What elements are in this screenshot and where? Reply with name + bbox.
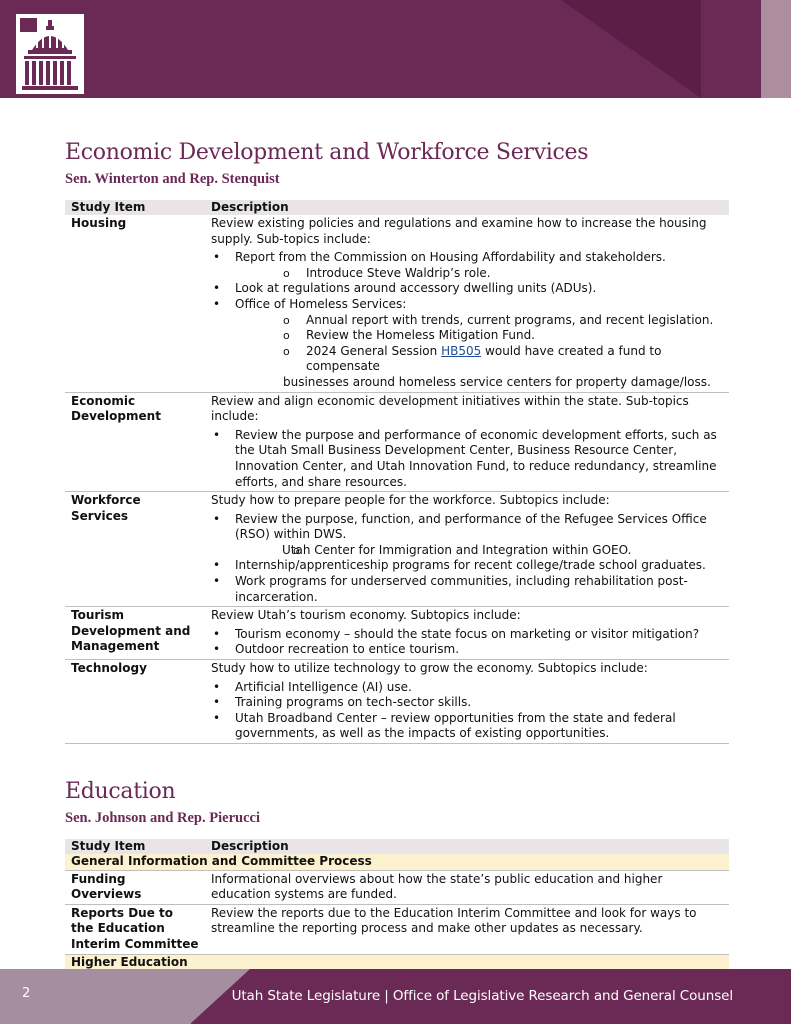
- description-intro: Review and align economic development initiatives within the state. Sub-topics include:: [211, 393, 689, 424]
- bullet-list: [211, 680, 723, 742]
- column-header-description: Description: [205, 200, 729, 215]
- study-table: [65, 200, 729, 744]
- description-intro: Review existing policies and regulations and examine how to increase the housing supply. Sub-topics include:: [211, 216, 707, 246]
- bullet-item: • Review the purpose, function, and performance of the Refugee Services Office (RSO) within DWS. o Utah Center for Immigration and Integration within GOEO.: [211, 512, 723, 559]
- bullet-item: • Review the purpose and performance of economic development efforts, such as the Utah Small Business Development Center, Business Resource Center, Innovation Center, and Utah Innovation Fund, to reduce redundancy, streamline efforts, and share resources.: [211, 428, 723, 490]
- header-stripe: [561, 0, 701, 98]
- bullet-item: • Office of Homeless Services: o Annual report with trends, current programs, and recent legislation. o Review the Homeless Mitigation Fund. o 2024 General Session HB505 would have created a fund to compensate businesses around homeless service centers for property damage/loss.: [211, 297, 723, 391]
- table-row: [65, 607, 729, 660]
- bullet-item: • Work programs for underserved communities, including rehabilitation post-incarceration.: [211, 574, 723, 605]
- table-header-row: [65, 200, 729, 215]
- footer-text: Utah State Legislature | Office of Legislative Research and General Counsel: [231, 988, 733, 1004]
- description-intro: Study how to prepare people for the workforce. Subtopics include:: [211, 493, 610, 508]
- description-intro: Review Utah’s tourism economy. Subtopics include:: [211, 608, 521, 623]
- study-item: Funding Overviews: [65, 870, 205, 904]
- sub-bullet-list: [235, 313, 723, 375]
- sub-bullet-list: [235, 543, 723, 559]
- table-row: [65, 392, 729, 492]
- bullet-list: [211, 512, 723, 606]
- page-header: [0, 0, 791, 98]
- hb505-link[interactable]: HB505: [441, 343, 482, 358]
- study-item: Economic Development: [65, 392, 205, 492]
- column-header-study-item: Study Item: [65, 839, 205, 854]
- section-chairs: Sen. Winterton and Rep. Stenquist: [65, 171, 280, 187]
- bullet-list: [211, 627, 723, 658]
- bullet-item: • Internship/apprenticeship programs for recent college/trade school graduates.: [211, 558, 723, 574]
- column-header-description: Description: [205, 839, 729, 854]
- bullet-item: • Training programs on tech-sector skills.: [211, 695, 723, 711]
- bullet-item: • Report from the Commission on Housing Affordability and stakeholders. o Introduce Steve Waldrip’s role.: [211, 250, 723, 281]
- study-table: [65, 839, 729, 971]
- bullet-list: [211, 250, 723, 390]
- table-row: [65, 660, 729, 744]
- category-label: Higher Education: [65, 954, 729, 971]
- table-row: [65, 870, 729, 904]
- study-item: Workforce Services: [65, 492, 205, 607]
- section-chairs: Sen. Johnson and Rep. Pierucci: [65, 810, 260, 826]
- section-economic-development: [65, 140, 729, 744]
- sub-bullet-item: o Utah Center for Immigration and Integration within GOEO.: [235, 543, 723, 559]
- study-item: Tourism Development and Management: [65, 607, 205, 660]
- bullet-item: • Utah Broadband Center – review opportunities from the state and federal governments, as well as the impacts of existing opportunities.: [211, 711, 723, 742]
- section-title: Economic Development and Workforce Services: [65, 140, 589, 165]
- capitol-logo-icon: [16, 14, 84, 94]
- sub-bullet-continuation: businesses around homeless service centers for property damage/loss.: [283, 374, 711, 389]
- bullet-item: • Outdoor recreation to entice tourism.: [211, 642, 723, 658]
- sub-bullet-item: o Annual report with trends, current programs, and recent legislation.: [235, 313, 723, 329]
- column-header-study-item: Study Item: [65, 200, 205, 215]
- section-education: [65, 779, 729, 971]
- bullet-item: • Look at regulations around accessory dwelling units (ADUs).: [211, 281, 723, 297]
- sub-bullet-list: [235, 266, 723, 282]
- table-row: [65, 904, 729, 954]
- sub-bullet-item: o 2024 General Session HB505 would have created a fund to compensate: [235, 344, 723, 375]
- bullet-item: • Tourism economy – should the state focus on marketing or visitor mitigation?: [211, 627, 723, 643]
- description-intro: Study how to utilize technology to grow the economy. Subtopics include:: [211, 661, 648, 676]
- section-title: Education: [65, 779, 176, 804]
- table-row: [65, 492, 729, 607]
- study-item: Housing: [65, 215, 205, 392]
- sub-bullet-item: o Review the Homeless Mitigation Fund.: [235, 328, 723, 344]
- page-footer: [0, 969, 791, 1024]
- study-item: Technology: [65, 660, 205, 744]
- study-description: [205, 392, 729, 492]
- bullet-item: • Artificial Intelligence (AI) use.: [211, 680, 723, 696]
- study-description: Informational overviews about how the state’s public education and higher education systems are funded.: [205, 870, 729, 904]
- study-description: [205, 660, 729, 744]
- table-header-row: [65, 839, 729, 854]
- study-description: [205, 492, 729, 607]
- category-row: [65, 854, 729, 870]
- bullet-list: [211, 428, 723, 490]
- page-number: 2: [22, 986, 31, 1001]
- study-description: Review the reports due to the Education Interim Committee and look for ways to streamline the reporting process and make other updates as necessary.: [205, 904, 729, 954]
- header-stripe-light: [761, 0, 791, 98]
- page-content: [65, 140, 729, 971]
- category-label: General Information and Committee Process: [65, 854, 729, 870]
- study-description: [205, 215, 729, 392]
- study-item: Reports Due to the Education Interim Committee: [65, 904, 205, 954]
- table-row: [65, 215, 729, 392]
- study-description: [205, 607, 729, 660]
- sub-bullet-item: o Introduce Steve Waldrip’s role.: [235, 266, 723, 282]
